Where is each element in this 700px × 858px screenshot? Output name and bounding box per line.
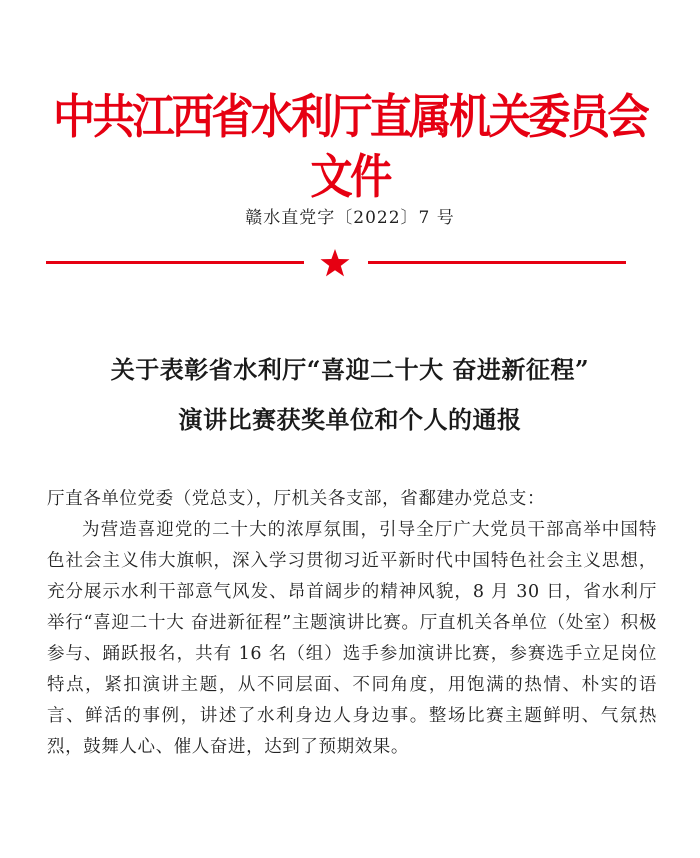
divider-line-right (368, 261, 626, 264)
divider-line-left (46, 261, 304, 264)
document-title-line-1: 关于表彰省水利厅“喜迎二十大 奋进新征程” (110, 355, 590, 384)
document-title-line-2: 演讲比赛获奖单位和个人的通报 (178, 405, 522, 434)
red-divider (46, 247, 626, 277)
salutation: 厅直各单位党委（党总支），厅机关各支部，省鄱建办党总支： (47, 489, 546, 509)
star-icon (319, 247, 351, 279)
document-number: 赣水直党字〔2022〕7 号 (245, 208, 455, 228)
body-paragraph: 为营造喜迎党的二十大的浓厚氛围，引导全厅广大党员干部高举中国特色社会主义伟大旗帜，深入学习贯彻习近平新时代中国特色社会主义思想，充分展示水利干部意气风发、昂首阔步的精神风貌，8 月 30 日，省水利厅举行“喜迎二十大 奋进新征程”主题演讲比赛。厅直机关各单位（处室）积极参与、踊跃报名，共有 16 名（组）选手参加演讲比赛，参赛选手立足岗位特点，紧扣演讲主题，从不同层面、不同角度，用饱满的热情、朴实的语言、鲜活的事例，讲述了水利身边人身边事。整场比赛主题鲜明、气氛热烈，鼓舞人心、催人奋进，达到了预期效果。 (47, 520, 657, 757)
document-issuer-header: 中共江西省水利厅直属机关委员会文件 (53, 90, 647, 205)
